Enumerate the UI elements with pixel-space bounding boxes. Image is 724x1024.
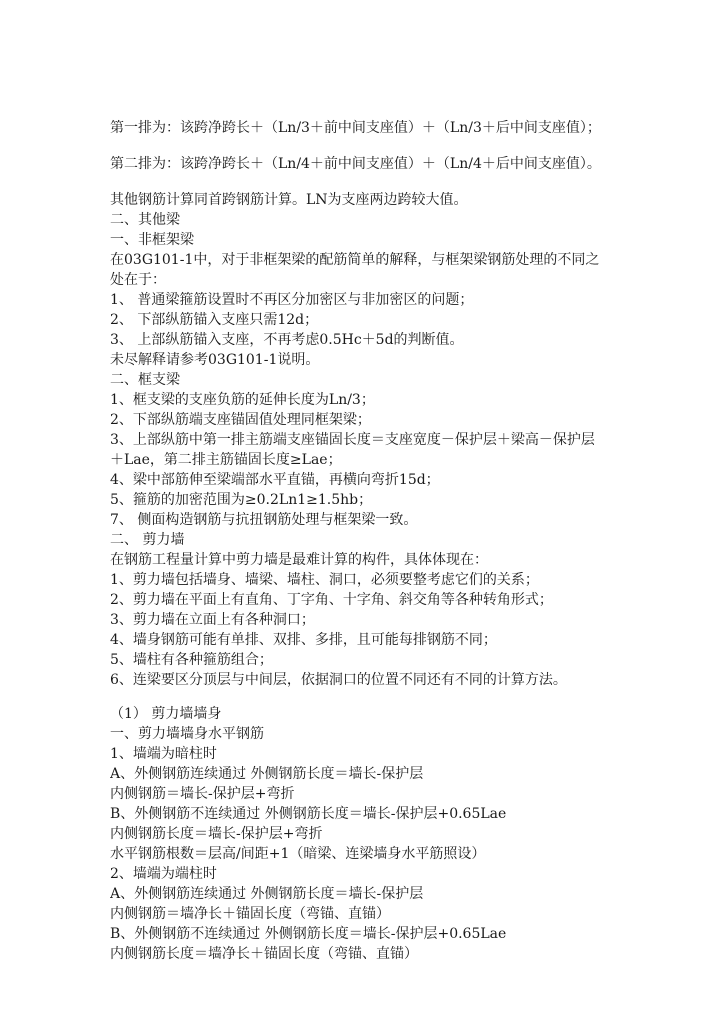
- text-line: 第二排为：该跨净跨长＋（Ln/4＋前中间支座值）＋（Ln/4＋后中间支座值）。: [110, 156, 601, 172]
- section-heading: 二、 剪力墙: [110, 532, 185, 548]
- list-item: 4、墙身钢筋可能有单排、双排、多排，且可能每排钢筋不同；: [110, 632, 497, 648]
- text-line: B、外侧钢筋不连续通过 外侧钢筋长度＝墙长-保护层+0.65Lae: [110, 806, 507, 822]
- list-item: 5、墙柱有各种箍筋组合；: [110, 652, 273, 668]
- section-heading: 二、其他梁: [110, 212, 180, 228]
- text-line: 其他钢筋计算同首跨钢筋计算。LN为支座两边跨较大值。: [110, 192, 468, 208]
- list-item: 6、连梁要区分顶层与中间层，依据洞口的位置不同还有不同的计算方法。: [110, 672, 567, 688]
- text-line: A、外侧钢筋连续通过 外侧钢筋长度＝墙长-保护层: [110, 766, 424, 782]
- text-line: 1、墙端为暗柱时: [110, 746, 217, 762]
- list-item: 3、剪力墙在立面上有各种洞口；: [110, 612, 315, 628]
- list-item: 2、剪力墙在平面上有直角、丁字角、十字角、斜交角等各种转角形式；: [110, 592, 553, 608]
- section-heading: 一、剪力墙墙身水平钢筋: [110, 726, 264, 742]
- list-item: 1、剪力墙包括墙身、墙梁、墙柱、洞口，必须要整考虑它们的关系；: [110, 572, 539, 588]
- list-item: 7、 侧面构造钢筋与抗扭钢筋处理与框架梁一致。: [110, 512, 418, 528]
- list-item: 3、上部纵筋中第一排主筋端支座锚固长度＝支座宽度－保护层＋梁高－保护层: [110, 432, 595, 448]
- list-item: 2、 下部纵筋锚入支座只需12d；: [110, 312, 319, 328]
- list-item: 3、 上部纵筋锚入支座，不再考虑0.5Hc＋5d的判断值。: [110, 332, 464, 348]
- text-line: 水平钢筋根数＝层高/间距+1（暗梁、连梁墙身水平筋照设）: [110, 846, 486, 862]
- list-item: 1、 普通梁箍筋设置时不再区分加密区与非加密区的问题；: [110, 292, 474, 308]
- text-line: 内侧钢筋＝墙净长＋锚固长度（弯锚、直锚）: [110, 906, 390, 922]
- section-heading: 二、框支梁: [110, 372, 180, 388]
- text-line: 2、墙端为端柱时: [110, 866, 217, 882]
- text-line: 内侧钢筋长度＝墙净长＋锚固长度（弯锚、直锚）: [110, 946, 418, 962]
- text-line: 内侧钢筋＝墙长-保护层+弯折: [110, 786, 295, 802]
- text-line: 在钢筋工程量计算中剪力墙是最难计算的构件，具体体现在：: [110, 552, 488, 568]
- text-line: ＋Lae，第二排主筋锚固长度≥Lae；: [110, 452, 342, 468]
- list-item: 4、梁中部筋伸至梁端部水平直锚，再横向弯折15d；: [110, 472, 440, 488]
- section-heading: 一、非框架梁: [110, 232, 194, 248]
- text-line: 内侧钢筋长度＝墙长-保护层+弯折: [110, 826, 323, 842]
- text-line: 未尽解释请参考03G101-1说明。: [110, 352, 320, 368]
- section-heading: （1） 剪力墙墙身: [110, 706, 222, 722]
- text-line: 第一排为：该跨净跨长＋（Ln/3＋前中间支座值）＋（Ln/3＋后中间支座值）；: [110, 120, 601, 136]
- list-item: 1、框支梁的支座负筋的延伸长度为Ln/3；: [110, 392, 375, 408]
- text-line: B、外侧钢筋不连续通过 外侧钢筋长度＝墙长-保护层+0.65Lae: [110, 926, 507, 942]
- text-line: A、外侧钢筋连续通过 外侧钢筋长度＝墙长-保护层: [110, 886, 424, 902]
- list-item: 2、下部纵筋端支座锚固值处理同框架梁；: [110, 412, 371, 428]
- text-line: 在03G101-1中，对于非框架梁的配筋简单的解释，与框架梁钢筋处理的不同之: [110, 252, 600, 268]
- text-line: 处在于：: [110, 272, 166, 288]
- list-item: 5、箍筋的加密范围为≥0.2Ln1≥1.5hb；: [110, 492, 373, 508]
